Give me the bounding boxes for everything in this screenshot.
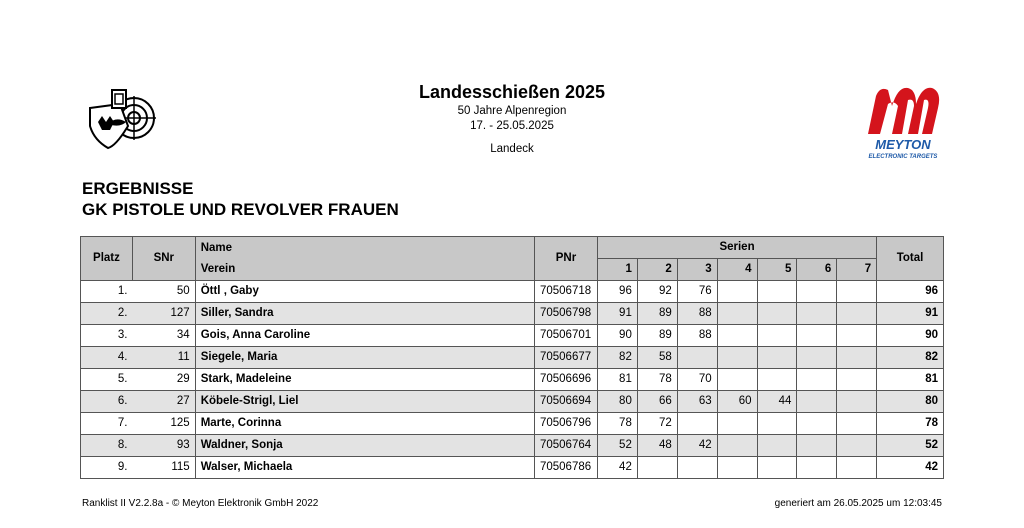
- cell-series-3: 88: [677, 303, 717, 325]
- cell-pnr: 70506764: [534, 435, 597, 457]
- cell-snr: 29: [132, 369, 195, 391]
- table-row: [81, 347, 944, 369]
- results-table: [80, 236, 944, 479]
- cell-platz: 6.: [81, 391, 133, 413]
- cell-total: 96: [877, 281, 944, 303]
- cell-pnr: 70506694: [534, 391, 597, 413]
- discipline-title: GK PISTOLE UND REVOLVER FRAUEN: [82, 200, 399, 219]
- cell-series-5: [757, 413, 797, 435]
- cell-total: 90: [877, 325, 944, 347]
- cell-pnr: 70506798: [534, 303, 597, 325]
- cell-platz: 1.: [81, 281, 133, 303]
- cell-total: 82: [877, 347, 944, 369]
- table-row: [81, 457, 944, 479]
- cell-series-2: 66: [637, 391, 677, 413]
- cell-series-1: 80: [597, 391, 637, 413]
- cell-series-7: [837, 325, 877, 347]
- cell-platz: 5.: [81, 369, 133, 391]
- cell-series-2: 89: [637, 303, 677, 325]
- cell-snr: 93: [132, 435, 195, 457]
- cell-series-3: [677, 413, 717, 435]
- cell-series-1: 52: [597, 435, 637, 457]
- header-snr: SNr: [132, 237, 195, 281]
- cell-series-1: 96: [597, 281, 637, 303]
- table-row: [81, 369, 944, 391]
- cell-series-3: 42: [677, 435, 717, 457]
- cell-series-5: [757, 369, 797, 391]
- cell-series-1: 90: [597, 325, 637, 347]
- cell-series-4: [717, 369, 757, 391]
- header-series-5: 5: [757, 259, 797, 281]
- cell-series-7: [837, 435, 877, 457]
- cell-total: 91: [877, 303, 944, 325]
- header-series-4: 4: [717, 259, 757, 281]
- cell-platz: 4.: [81, 347, 133, 369]
- cell-snr: 115: [132, 457, 195, 479]
- cell-series-2: 48: [637, 435, 677, 457]
- cell-snr: 125: [132, 413, 195, 435]
- cell-series-5: 44: [757, 391, 797, 413]
- cell-series-6: [797, 281, 837, 303]
- cell-pnr: 70506786: [534, 457, 597, 479]
- table-row: [81, 435, 944, 457]
- cell-series-3: 63: [677, 391, 717, 413]
- cell-snr: 34: [132, 325, 195, 347]
- cell-series-5: [757, 435, 797, 457]
- cell-series-7: [837, 303, 877, 325]
- header-series-1: 1: [597, 259, 637, 281]
- cell-series-6: [797, 457, 837, 479]
- event-dates: 17. - 25.05.2025: [470, 120, 554, 132]
- cell-total: 42: [877, 457, 944, 479]
- cell-series-3: 70: [677, 369, 717, 391]
- section-title: ERGEBNISSE: [82, 179, 194, 198]
- meyton-logo: [862, 82, 944, 162]
- cell-series-7: [837, 391, 877, 413]
- cell-series-4: [717, 457, 757, 479]
- cell-name: Waldner, Sonja: [195, 435, 534, 457]
- cell-snr: 50: [132, 281, 195, 303]
- report-header: [300, 80, 724, 157]
- cell-pnr: 70506796: [534, 413, 597, 435]
- cell-series-2: 58: [637, 347, 677, 369]
- cell-series-2: 72: [637, 413, 677, 435]
- cell-pnr: 70506677: [534, 347, 597, 369]
- table-row: [81, 391, 944, 413]
- cell-series-6: [797, 303, 837, 325]
- meyton-logo-text: MEYTON: [875, 137, 931, 152]
- event-location: Landeck: [490, 143, 534, 155]
- meyton-logo-tagline: ELECTRONIC TARGETS: [868, 154, 938, 160]
- header-series-3: 3: [677, 259, 717, 281]
- cell-series-6: [797, 435, 837, 457]
- cell-series-4: [717, 281, 757, 303]
- cell-name: Siller, Sandra: [195, 303, 534, 325]
- cell-series-3: [677, 457, 717, 479]
- cell-series-5: [757, 303, 797, 325]
- cell-series-4: [717, 325, 757, 347]
- cell-total: 78: [877, 413, 944, 435]
- cell-series-3: 88: [677, 325, 717, 347]
- cell-series-2: 89: [637, 325, 677, 347]
- cell-series-7: [837, 281, 877, 303]
- table-row: [81, 303, 944, 325]
- footer-copyright: Ranklist II V2.2.8a - © Meyton Elektronik GmbH 2022: [82, 498, 319, 509]
- header-platz: Platz: [81, 237, 133, 281]
- header-name: Name: [200, 241, 233, 254]
- cell-snr: 11: [132, 347, 195, 369]
- header-serien: Serien: [597, 237, 876, 259]
- header-verein: Verein: [200, 262, 236, 275]
- cell-series-6: [797, 325, 837, 347]
- cell-series-6: [797, 369, 837, 391]
- cell-total: 80: [877, 391, 944, 413]
- cell-name: Walser, Michaela: [195, 457, 534, 479]
- header-pnr: PNr: [534, 237, 597, 281]
- cell-series-5: [757, 457, 797, 479]
- cell-pnr: 70506718: [534, 281, 597, 303]
- section-heading: [82, 178, 399, 220]
- cell-series-5: [757, 325, 797, 347]
- cell-series-2: [637, 457, 677, 479]
- cell-platz: 9.: [81, 457, 133, 479]
- header-name-verein: [195, 237, 534, 281]
- cell-series-6: [797, 391, 837, 413]
- event-title: Landesschießen 2025: [418, 82, 606, 102]
- cell-series-4: 60: [717, 391, 757, 413]
- cell-series-7: [837, 457, 877, 479]
- cell-series-2: 78: [637, 369, 677, 391]
- coat-of-arms-logo: [86, 86, 156, 152]
- table-row: [81, 413, 944, 435]
- table-header-row: [81, 237, 944, 259]
- table-row: [81, 281, 944, 303]
- cell-pnr: 70506701: [534, 325, 597, 347]
- table-row: [81, 325, 944, 347]
- cell-series-5: [757, 347, 797, 369]
- cell-name: Marte, Corinna: [195, 413, 534, 435]
- cell-series-7: [837, 369, 877, 391]
- cell-pnr: 70506696: [534, 369, 597, 391]
- cell-series-1: 91: [597, 303, 637, 325]
- cell-snr: 127: [132, 303, 195, 325]
- cell-platz: 8.: [81, 435, 133, 457]
- cell-series-4: [717, 413, 757, 435]
- cell-series-6: [797, 347, 837, 369]
- cell-series-3: 76: [677, 281, 717, 303]
- cell-platz: 2.: [81, 303, 133, 325]
- cell-total: 81: [877, 369, 944, 391]
- footer-generated: generiert am 26.05.2025 um 12:03:45: [774, 498, 942, 509]
- cell-name: Öttl , Gaby: [195, 281, 534, 303]
- cell-series-5: [757, 281, 797, 303]
- cell-name: Stark, Madeleine: [195, 369, 534, 391]
- cell-series-1: 82: [597, 347, 637, 369]
- cell-series-4: [717, 303, 757, 325]
- header-total: Total: [877, 237, 944, 281]
- cell-name: Köbele-Strigl, Liel: [195, 391, 534, 413]
- header-series-7: 7: [837, 259, 877, 281]
- cell-series-1: 42: [597, 457, 637, 479]
- cell-series-6: [797, 413, 837, 435]
- cell-platz: 7.: [81, 413, 133, 435]
- cell-snr: 27: [132, 391, 195, 413]
- cell-series-1: 81: [597, 369, 637, 391]
- cell-name: Gois, Anna Caroline: [195, 325, 534, 347]
- cell-series-2: 92: [637, 281, 677, 303]
- header-series-6: 6: [797, 259, 837, 281]
- cell-series-7: [837, 347, 877, 369]
- event-subtitle: 50 Jahre Alpenregion: [457, 105, 567, 117]
- cell-series-3: [677, 347, 717, 369]
- cell-series-7: [837, 413, 877, 435]
- cell-platz: 3.: [81, 325, 133, 347]
- cell-series-1: 78: [597, 413, 637, 435]
- cell-series-4: [717, 347, 757, 369]
- cell-total: 52: [877, 435, 944, 457]
- cell-name: Siegele, Maria: [195, 347, 534, 369]
- cell-series-4: [717, 435, 757, 457]
- header-series-2: 2: [637, 259, 677, 281]
